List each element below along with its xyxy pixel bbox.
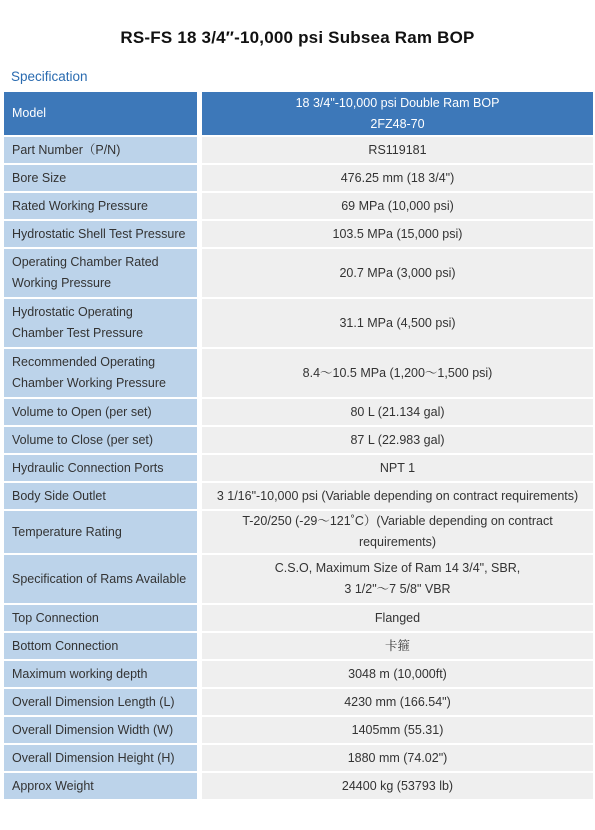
row-label	[4, 555, 197, 603]
row-label-text: Volume to Close (per set)	[12, 432, 154, 447]
row-value	[197, 633, 593, 659]
row-label-text: Rated Working Pressure	[12, 198, 148, 213]
row-value	[197, 92, 593, 135]
row-label	[4, 399, 197, 425]
row-label-text: Overall Dimension Height (H)	[12, 750, 175, 765]
row-label-text: Recommended Operating	[12, 355, 156, 369]
row-value-text: 20.7 MPa (3,000 psi)	[339, 265, 456, 280]
row-label	[4, 221, 197, 247]
row-value-text: 3 1/2"～7 5/8" VBR	[344, 582, 451, 596]
row-value-text: RS119181	[368, 142, 427, 157]
row-label	[4, 165, 197, 191]
table-row	[4, 661, 593, 687]
row-label-text: Hydrostatic Operating	[12, 305, 133, 319]
row-value-text: T-20/250 (-29～121˚C）(Variable depending on contract requirements)	[242, 514, 553, 549]
row-label-text: Specification of Rams Available	[12, 571, 187, 586]
row-label	[4, 661, 197, 687]
row-value-text: 87 L (22.983 gal)	[350, 432, 445, 447]
table-row	[4, 349, 593, 397]
row-label-text: Bottom Connection	[12, 638, 119, 653]
table-row	[4, 689, 593, 715]
row-label	[4, 299, 197, 347]
row-label	[4, 633, 197, 659]
row-value	[197, 773, 593, 799]
row-label	[4, 717, 197, 743]
row-value-text: NPT 1	[379, 460, 416, 475]
row-label-text: Temperature Rating	[12, 524, 122, 539]
row-value-text: 80 L (21.134 gal)	[350, 404, 445, 419]
row-label-text: Chamber Working Pressure	[12, 376, 166, 390]
row-label	[4, 427, 197, 453]
row-label-text: Bore Size	[12, 170, 67, 185]
spec-table	[4, 90, 593, 801]
row-value	[197, 717, 593, 743]
row-label-text: Hydraulic Connection Ports	[12, 460, 164, 475]
page-title: RS-FS 18 3/4″-10,000 psi Subsea Ram BOP	[120, 28, 475, 47]
row-label	[4, 249, 197, 297]
row-label	[4, 605, 197, 631]
table-row	[4, 249, 593, 297]
row-value	[197, 399, 593, 425]
row-value-text: 103.5 MPa (15,000 psi)	[332, 226, 463, 241]
row-label-text: Chamber Test Pressure	[12, 326, 144, 340]
row-label	[4, 349, 197, 397]
row-value-text: 1880 mm (74.02")	[347, 750, 448, 765]
row-label	[4, 511, 197, 553]
row-value	[197, 661, 593, 687]
row-label-text: Operating Chamber Rated	[12, 255, 159, 269]
row-value-text: C.S.O, Maximum Size of Ram 14 3/4", SBR,	[274, 561, 521, 575]
row-label	[4, 689, 197, 715]
row-value	[197, 299, 593, 347]
table-row	[4, 633, 593, 659]
row-value	[197, 249, 593, 297]
table-row	[4, 773, 593, 799]
row-value	[197, 483, 593, 509]
row-label	[4, 483, 197, 509]
table-row	[4, 299, 593, 347]
table-row	[4, 605, 593, 631]
table-row	[4, 92, 593, 135]
row-value	[197, 349, 593, 397]
row-label-text: Body Side Outlet	[12, 488, 106, 503]
row-label-text: Volume to Open (per set)	[12, 404, 152, 419]
row-label	[4, 193, 197, 219]
row-label	[4, 745, 197, 771]
row-label-text: Working Pressure	[12, 276, 112, 290]
table-row	[4, 399, 593, 425]
table-row	[4, 511, 593, 553]
row-value-text: 31.1 MPa (4,500 psi)	[339, 315, 456, 330]
row-value-text: 1405mm (55.31)	[351, 722, 444, 737]
row-value-text: 69 MPa (10,000 psi)	[341, 198, 454, 213]
row-value	[197, 455, 593, 481]
row-value-text: 24400 kg (53793 lb)	[341, 778, 454, 793]
row-value-text: 卡箍	[384, 638, 410, 653]
table-row	[4, 455, 593, 481]
row-value	[197, 745, 593, 771]
row-value-text: 476.25 mm (18 3/4")	[340, 170, 455, 185]
table-row	[4, 745, 593, 771]
spec-table-body	[4, 92, 593, 799]
row-value	[197, 427, 593, 453]
row-value	[197, 689, 593, 715]
row-label-text: Approx Weight	[12, 778, 94, 793]
row-label-text: Part Number（P/N)	[12, 142, 121, 157]
row-value	[197, 221, 593, 247]
row-label	[4, 773, 197, 799]
row-label	[4, 455, 197, 481]
row-value-text: 3 1/16"-10,000 psi (Variable depending on contract requirements)	[216, 488, 579, 503]
row-label	[4, 92, 197, 135]
table-row	[4, 137, 593, 163]
row-label-text: Top Connection	[12, 610, 99, 625]
row-label-text: Model	[12, 106, 47, 120]
table-row	[4, 555, 593, 603]
row-value	[197, 165, 593, 191]
row-value	[197, 511, 593, 553]
row-label-text: Overall Dimension Length (L)	[12, 694, 175, 709]
row-value-text: 4230 mm (166.54")	[344, 694, 451, 709]
table-row	[4, 483, 593, 509]
table-row	[4, 427, 593, 453]
row-label-text: Maximum working depth	[12, 666, 148, 681]
row-value	[197, 555, 593, 603]
table-row	[4, 221, 593, 247]
row-value	[197, 137, 593, 163]
row-label-text: Hydrostatic Shell Test Pressure	[12, 226, 186, 241]
section-heading: Specification	[11, 69, 88, 84]
row-value-text: 2FZ48-70	[370, 116, 425, 131]
table-row	[4, 717, 593, 743]
table-row	[4, 193, 593, 219]
row-value	[197, 193, 593, 219]
row-value-text: 18 3/4"-10,000 psi Double Ram BOP	[295, 95, 500, 110]
row-value-text: 8.4～10.5 MPa (1,200～1,500 psi)	[302, 365, 493, 380]
row-value-text: Flanged	[374, 610, 421, 625]
row-label	[4, 137, 197, 163]
row-value-text: 3048 m (10,000ft)	[348, 666, 447, 681]
row-label-text: Overall Dimension Width (W)	[12, 722, 174, 737]
table-row	[4, 165, 593, 191]
row-value	[197, 605, 593, 631]
